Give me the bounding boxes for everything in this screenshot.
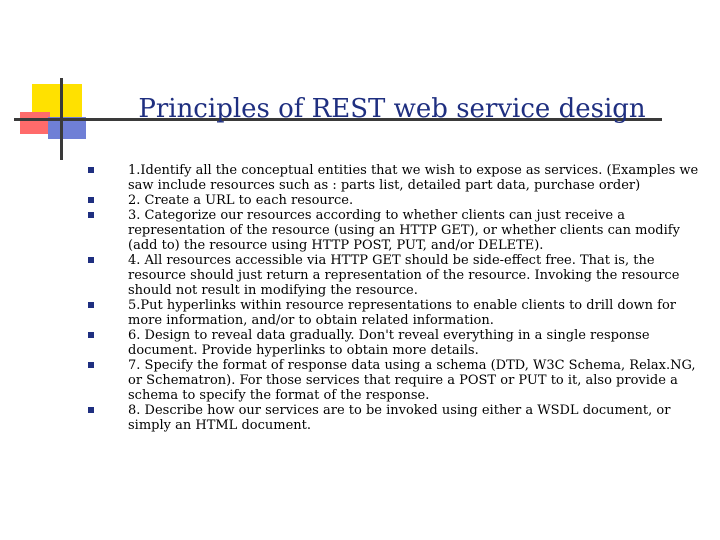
bullet-text: 2. Create a URL to each resource. <box>128 193 354 208</box>
bullet-text: 5.Put hyperlinks within resource representations to enable clients to drill down for more information, and/or to obtain related information. <box>128 298 677 328</box>
square-bullet-icon <box>88 197 94 203</box>
square-bullet-icon <box>88 332 94 338</box>
bullet-text: 8. Describe how our services are to be invoked using either a WSDL document, or simply an HTML document. <box>128 403 671 433</box>
bullet-item <box>88 298 704 328</box>
decorative-red-rectangle <box>20 112 50 134</box>
bullet-item <box>88 328 704 358</box>
bullet-text: 4. All resources accessible via HTTP GET should be side-effect free. That is, the resource should just return a representation of the resource. Invoking the resource should not result in modifying the resource. <box>128 253 680 298</box>
bullet-list <box>88 163 704 433</box>
bullet-item <box>88 403 704 433</box>
square-bullet-icon <box>88 407 94 413</box>
bullet-text: 6. Design to reveal data gradually. Don't reveal everything in a single response document. Provide hyperlinks to obtain more details. <box>128 328 650 358</box>
bullet-item <box>88 253 704 298</box>
square-bullet-icon <box>88 212 94 218</box>
square-bullet-icon <box>88 302 94 308</box>
slide-title: Principles of REST web service design <box>138 94 646 124</box>
bullet-text: 1.Identify all the conceptual entities that we wish to expose as services. (Examples we saw include resources such as : parts list, detailed part data, purchase order) <box>128 163 699 193</box>
bullet-item <box>88 163 704 193</box>
square-bullet-icon <box>88 257 94 263</box>
square-bullet-icon <box>88 167 94 173</box>
bullet-text: 3. Categorize our resources according to whether clients can just receive a representation of the resource (using an HTTP GET), or whether clients can modify (add to) the resource using HTTP POST, PUT, and/or DELETE). <box>128 208 680 253</box>
bullet-item <box>88 193 704 208</box>
bullet-item <box>88 208 704 253</box>
square-bullet-icon <box>88 362 94 368</box>
bullet-item <box>88 358 704 403</box>
bullet-text: 7. Specify the format of response data using a schema (DTD, W3C Schema, Relax.NG, or Schematron). For those services that require a POST or PUT to it, also provide a schema to specify the format of the response. <box>128 358 696 403</box>
